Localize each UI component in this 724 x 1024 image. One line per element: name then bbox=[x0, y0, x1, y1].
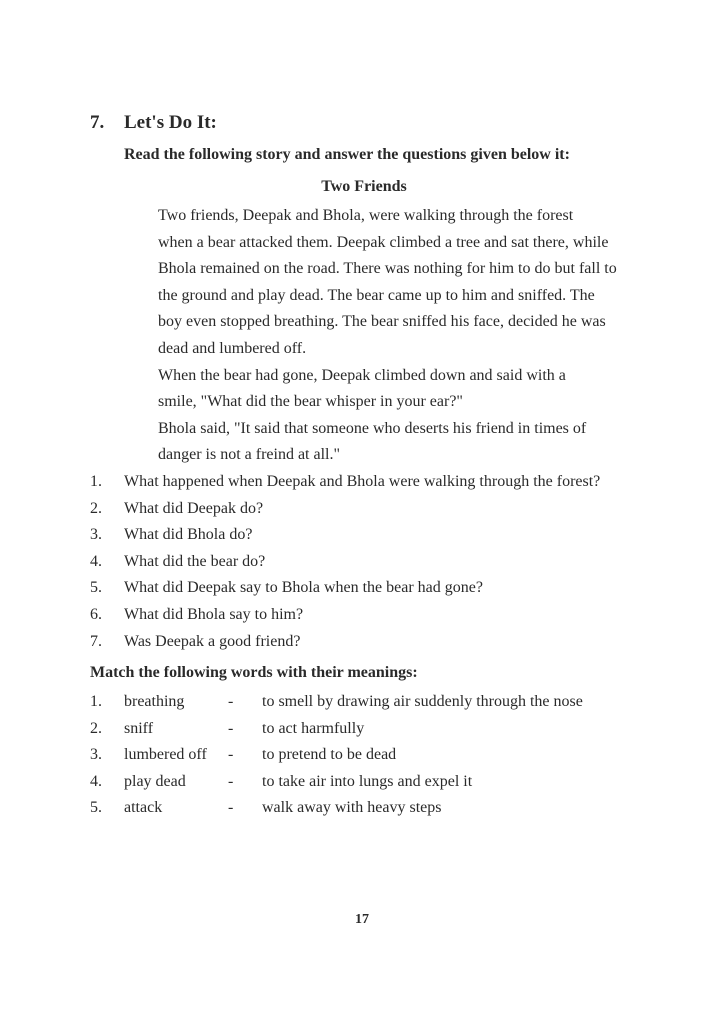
match-meaning: to smell by drawing air suddenly through the nose bbox=[262, 693, 583, 710]
story-line: Two friends, Deepak and Bhola, were walking through the forest bbox=[158, 207, 574, 224]
section-number: 7. bbox=[90, 112, 105, 133]
question-item bbox=[90, 575, 600, 602]
question-number: 6. bbox=[90, 605, 102, 623]
story-line: When the bear had gone, Deepak climbed down and said with a bbox=[158, 366, 566, 384]
match-word: lumbered off bbox=[124, 746, 207, 764]
match-meaning: to act harmfully bbox=[262, 719, 365, 737]
story-line: Bhola said, "It said that someone who deserts his friend in times of bbox=[158, 419, 587, 437]
story-line: the ground and play dead. The bear came up to him and sniffed. The bbox=[158, 286, 595, 304]
question-item bbox=[90, 522, 600, 549]
question-text: What happened when Deepak and Bhola were walking through the forest? bbox=[124, 473, 601, 490]
match-number: 2. bbox=[90, 719, 102, 737]
question-item bbox=[90, 549, 600, 576]
question-number: 5. bbox=[90, 579, 102, 597]
story-line: Bhola remained on the road. There was nothing for him to do but fall to bbox=[158, 260, 617, 278]
question-number: 7. bbox=[90, 632, 102, 650]
question-item bbox=[90, 469, 600, 496]
match-row bbox=[90, 716, 583, 743]
story-body bbox=[124, 203, 617, 469]
match-number: 5. bbox=[90, 799, 102, 817]
story-paragraph bbox=[124, 363, 606, 416]
match-heading: Match the following words with their meanings: bbox=[90, 664, 418, 681]
match-word: sniff bbox=[124, 719, 154, 737]
match-word: play dead bbox=[124, 772, 186, 790]
question-item bbox=[90, 496, 600, 523]
story-line: dead and lumbered off. bbox=[158, 339, 307, 357]
story-line: smile, "What did the bear whisper in your ear?" bbox=[158, 393, 463, 411]
question-number: 4. bbox=[90, 552, 102, 570]
match-table bbox=[90, 689, 583, 822]
question-number: 3. bbox=[90, 526, 102, 544]
question-text: What did Deepak do? bbox=[124, 499, 264, 517]
question-number: 2. bbox=[90, 499, 102, 517]
story-line: when a bear attacked them. Deepak climbed a tree and sat there, while bbox=[158, 233, 609, 251]
question-text: What did the bear do? bbox=[124, 552, 266, 570]
question-number: 1. bbox=[90, 473, 102, 490]
section-heading bbox=[90, 112, 217, 134]
match-number: 3. bbox=[90, 746, 102, 764]
story-line: boy even stopped breathing. The bear sniffed his face, decided he was bbox=[158, 313, 606, 331]
match-dash: - bbox=[228, 746, 234, 764]
question-list bbox=[90, 469, 600, 655]
match-dash: - bbox=[228, 719, 234, 737]
question-text: What did Bhola say to him? bbox=[124, 605, 304, 623]
match-number: 4. bbox=[90, 772, 102, 790]
match-meaning: to take air into lungs and expel it bbox=[262, 772, 473, 790]
match-dash: - bbox=[228, 799, 234, 817]
story-title: Two Friends bbox=[321, 178, 407, 195]
question-text: What did Bhola do? bbox=[124, 526, 253, 544]
page-number: 17 bbox=[355, 912, 369, 927]
question-item bbox=[90, 629, 600, 656]
match-dash: - bbox=[228, 772, 234, 790]
match-meaning: to pretend to be dead bbox=[262, 746, 397, 764]
question-text: What did Deepak say to Bhola when the bear had gone? bbox=[124, 579, 483, 597]
match-row bbox=[90, 769, 583, 796]
match-row bbox=[90, 742, 583, 769]
story-paragraph bbox=[124, 416, 606, 469]
match-meaning: walk away with heavy steps bbox=[262, 799, 442, 817]
question-item bbox=[90, 602, 600, 629]
story-line: danger is not a freind at all." bbox=[158, 446, 341, 464]
match-row bbox=[90, 795, 583, 822]
match-number: 1. bbox=[90, 693, 102, 710]
section-title: Let's Do It: bbox=[124, 112, 217, 133]
match-word: breathing bbox=[124, 693, 185, 710]
match-row bbox=[90, 689, 583, 716]
reading-instruction: Read the following story and answer the questions given below it: bbox=[124, 146, 570, 163]
question-text: Was Deepak a good friend? bbox=[124, 632, 301, 650]
story-paragraph bbox=[124, 203, 617, 363]
match-word: attack bbox=[124, 799, 163, 817]
match-dash: - bbox=[228, 693, 234, 710]
